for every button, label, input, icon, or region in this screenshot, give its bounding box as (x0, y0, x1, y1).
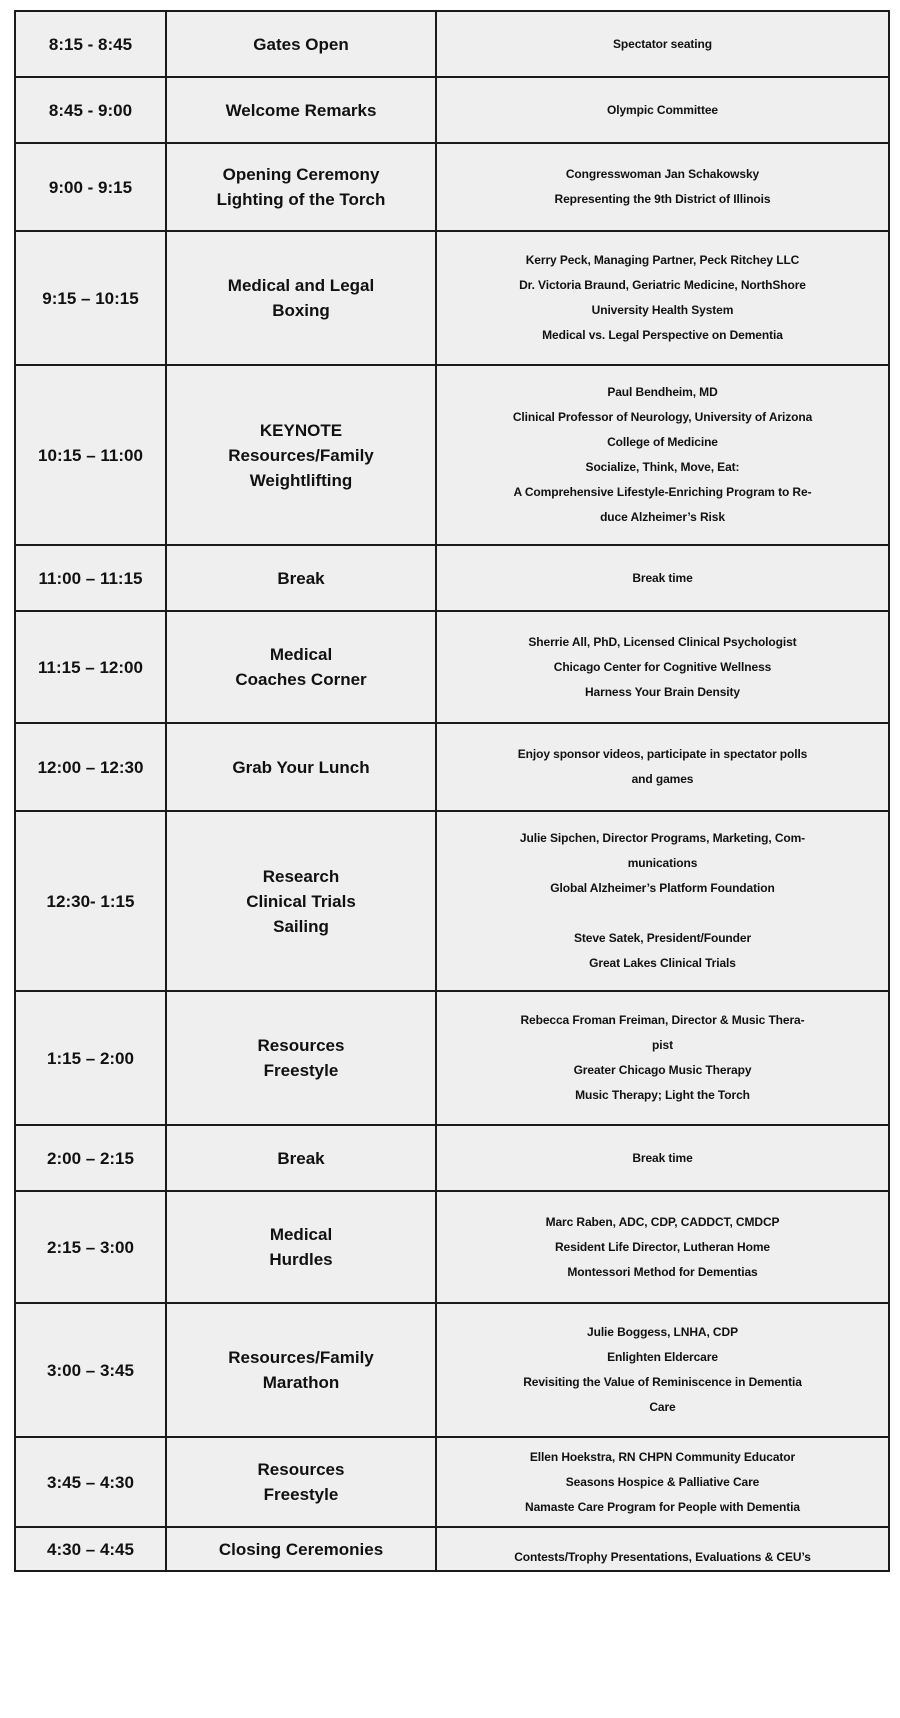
schedule-table (14, 10, 890, 1572)
details-line: Break time (632, 570, 693, 585)
event-line: Closing Ceremonies (218, 1539, 384, 1559)
schedule-row (15, 1303, 889, 1437)
details-line: Break time (632, 1150, 693, 1165)
details-line: Kerry Peck, Managing Partner, Peck Ritchey LLC (525, 253, 800, 267)
details-line: munications (627, 856, 698, 870)
details-line: Greater Chicago Music Therapy (573, 1063, 752, 1077)
event-line: Coaches Corner (235, 670, 367, 689)
details-line: University Health System (591, 303, 734, 317)
time-cell: 11:15 – 12:00 (15, 611, 166, 723)
time-cell: 1:15 – 2:00 (15, 991, 166, 1125)
details-cell (436, 991, 889, 1125)
details-line: Care (649, 1400, 676, 1414)
time-cell: 9:00 - 9:15 (15, 143, 166, 231)
details-line: and games (631, 772, 694, 786)
event-line: Sailing (273, 916, 329, 936)
event-line: Break (277, 1148, 325, 1168)
schedule-row (15, 365, 889, 545)
details-line: Sherrie All, PhD, Licensed Clinical Psychologist (528, 634, 797, 649)
details-line: Revisiting the Value of Reminiscence in Dementia (523, 1375, 802, 1389)
details-line: Julie Boggess, LNHA, CDP (587, 1325, 738, 1339)
schedule-row (15, 1125, 889, 1191)
details-line: Socialize, Think, Move, Eat: (585, 460, 740, 474)
event-line: Gates Open (253, 34, 349, 54)
details-line: Julie Sipchen, Director Programs, Marketing, Com- (519, 831, 806, 845)
event-line: Medical (269, 1225, 333, 1244)
event-cell (166, 1191, 436, 1303)
details-cell (436, 611, 889, 723)
event-cell (166, 77, 436, 143)
event-cell (166, 545, 436, 611)
details-line: Seasons Hospice & Palliative Care (565, 1474, 760, 1489)
event-cell (166, 1303, 436, 1437)
event-cell (166, 1125, 436, 1191)
time-cell: 3:00 – 3:45 (15, 1303, 166, 1437)
event-cell (166, 365, 436, 545)
event-line: Opening Ceremony (222, 165, 380, 184)
details-line: Montessori Method for Dementias (567, 1264, 758, 1279)
details-line: Spectator seating (613, 36, 712, 51)
event-line: Hurdles (269, 1250, 333, 1269)
event-line: KEYNOTE (259, 420, 343, 440)
event-cell (166, 1527, 436, 1571)
details-line: Enlighten Eldercare (607, 1350, 718, 1364)
event-cell (166, 11, 436, 77)
details-cell (436, 545, 889, 611)
details-line: A Comprehensive Lifestyle-Enriching Program to Re- (513, 485, 812, 499)
details-cell (436, 1437, 889, 1527)
details-line: duce Alzheimer’s Risk (600, 510, 725, 524)
details-line: Paul Bendheim, MD (607, 385, 718, 399)
details-line: Music Therapy; Light the Torch (575, 1088, 750, 1102)
event-line: Resources (257, 1036, 345, 1055)
details-line: Congresswoman Jan Schakowsky (565, 167, 760, 181)
time-cell: 8:15 - 8:45 (15, 11, 166, 77)
details-line: Contests/Trophy Presentations, Evaluations & CEU’s (514, 1550, 811, 1564)
event-line: Lighting of the Torch (216, 190, 386, 209)
details-cell (436, 1125, 889, 1191)
details-line: Resident Life Director, Lutheran Home (554, 1239, 770, 1254)
time-cell: 3:45 – 4:30 (15, 1437, 166, 1527)
event-line: Clinical Trials (246, 891, 356, 911)
event-line: Boxing (272, 301, 330, 320)
event-line: Marathon (262, 1373, 340, 1392)
event-line: Freestyle (263, 1061, 339, 1080)
event-cell (166, 991, 436, 1125)
details-line: Namaste Care Program for People with Dementia (525, 1499, 800, 1514)
details-line: Dr. Victoria Braund, Geriatric Medicine, NorthShore (519, 278, 806, 292)
time-cell: 2:00 – 2:15 (15, 1125, 166, 1191)
schedule-body (15, 11, 889, 1571)
event-line: Weightlifting (249, 470, 353, 490)
event-cell (166, 811, 436, 991)
schedule-row (15, 545, 889, 611)
details-line: pist (652, 1038, 673, 1052)
time-cell: 9:15 – 10:15 (15, 231, 166, 365)
details-line: Steve Satek, President/Founder (573, 931, 752, 945)
event-line: Research (262, 866, 340, 886)
details-line: Rebecca Froman Freiman, Director & Music Thera- (520, 1013, 805, 1027)
time-cell: 12:30- 1:15 (15, 811, 166, 991)
details-cell (436, 231, 889, 365)
details-line: Marc Raben, ADC, CDP, CADDCT, CMDCP (545, 1214, 780, 1229)
schedule-row (15, 991, 889, 1125)
schedule-row (15, 77, 889, 143)
event-cell (166, 723, 436, 811)
schedule-row (15, 723, 889, 811)
details-line: College of Medicine (607, 435, 718, 449)
details-cell (436, 143, 889, 231)
details-line: Harness Your Brain Density (584, 684, 740, 699)
details-cell (436, 365, 889, 545)
time-cell: 4:30 – 4:45 (15, 1527, 166, 1571)
details-cell (436, 811, 889, 991)
details-line: Great Lakes Clinical Trials (589, 956, 736, 970)
time-cell: 2:15 – 3:00 (15, 1191, 166, 1303)
schedule-row (15, 231, 889, 365)
details-line: Ellen Hoekstra, RN CHPN Community Educator (529, 1449, 796, 1464)
time-cell: 12:00 – 12:30 (15, 723, 166, 811)
details-cell (436, 1303, 889, 1437)
details-line: Chicago Center for Cognitive Wellness (553, 659, 772, 674)
details-spacer (438, 901, 887, 926)
event-cell (166, 611, 436, 723)
details-cell (436, 77, 889, 143)
details-line: Representing the 9th District of Illinois (554, 192, 771, 206)
event-line: Freestyle (263, 1485, 339, 1504)
event-line: Resources/Family (228, 445, 374, 465)
event-line: Welcome Remarks (225, 100, 377, 120)
details-cell (436, 11, 889, 77)
time-cell: 8:45 - 9:00 (15, 77, 166, 143)
details-line: Global Alzheimer’s Platform Foundation (550, 881, 775, 895)
time-cell: 11:00 – 11:15 (15, 545, 166, 611)
event-line: Resources (257, 1460, 345, 1479)
schedule-row (15, 1437, 889, 1527)
schedule-row (15, 1191, 889, 1303)
details-cell (436, 723, 889, 811)
event-line: Grab Your Lunch (232, 757, 370, 777)
details-line: Medical vs. Legal Perspective on Dementia (542, 328, 783, 342)
details-line: Clinical Professor of Neurology, University of Arizona (512, 410, 813, 424)
time-cell: 10:15 – 11:00 (15, 365, 166, 545)
details-line: Enjoy sponsor videos, participate in spectator polls (517, 747, 808, 761)
event-line: Medical and Legal (227, 276, 375, 295)
details-line: Olympic Committee (607, 102, 718, 117)
event-cell (166, 1437, 436, 1527)
details-cell (436, 1191, 889, 1303)
schedule-row (15, 143, 889, 231)
event-line: Break (277, 568, 325, 588)
event-cell (166, 143, 436, 231)
schedule-row (15, 11, 889, 77)
details-cell (436, 1527, 889, 1571)
schedule-row (15, 1527, 889, 1571)
event-cell (166, 231, 436, 365)
event-line: Resources/Family (228, 1348, 374, 1367)
event-line: Medical (269, 645, 333, 664)
schedule-row (15, 611, 889, 723)
schedule-row (15, 811, 889, 991)
